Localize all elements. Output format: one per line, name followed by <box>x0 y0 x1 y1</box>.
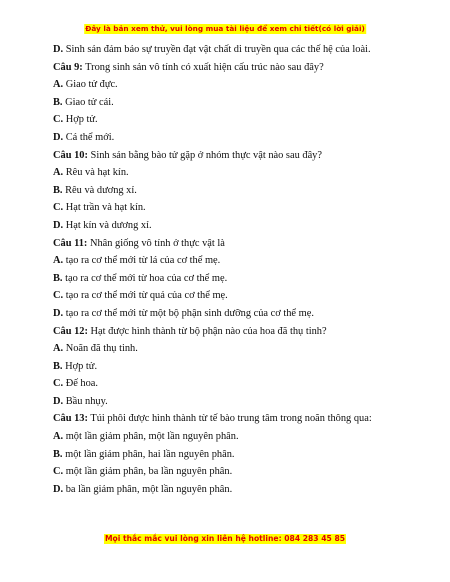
question-stem <box>53 410 413 428</box>
question-stem <box>53 59 413 77</box>
option-label: C. <box>53 202 64 214</box>
option-text: Bầu nhụy. <box>63 395 108 407</box>
option-label: D. <box>53 483 64 495</box>
option-text: Giao tử đực. <box>63 79 118 91</box>
option-text: tạo ra cơ thể mới từ lá của cơ thể mẹ. <box>63 255 221 267</box>
option-text: ba lần giảm phân, một lần nguyên phân. <box>63 483 233 495</box>
option-label: C. <box>53 290 64 302</box>
option-text: Cá thể mới. <box>63 131 115 143</box>
option-label: A. <box>53 431 64 443</box>
answer-option <box>53 358 413 376</box>
option-text: tạo ra cơ thể mới từ hoa của cơ thể mẹ. <box>62 272 228 284</box>
answer-option <box>53 164 413 182</box>
answer-option <box>53 182 413 200</box>
option-text: một lần giảm phân, ba lần nguyên phân. <box>63 466 233 478</box>
question-text: Túi phôi được hình thành từ tế bào trung tâm trong noãn thông qua: <box>87 413 372 425</box>
option-text: tạo ra cơ thể mới từ quả của cơ thể mẹ. <box>63 290 228 302</box>
option-text: Hợp tử. <box>63 114 98 126</box>
option-label: B. <box>53 360 63 372</box>
option-label: B. <box>53 184 63 196</box>
option-label: D. <box>53 307 64 319</box>
question-number: Câu 12: <box>53 325 88 337</box>
option-label: A. <box>53 167 64 179</box>
option-label: B. <box>53 96 63 108</box>
option-label: C. <box>53 466 64 478</box>
option-text: Đế hoa. <box>63 378 99 390</box>
question-stem <box>53 323 413 341</box>
answer-option <box>53 481 413 499</box>
option-label: A. <box>53 343 64 355</box>
option-text: Noãn đã thụ tinh. <box>63 343 138 355</box>
answer-option <box>53 446 413 464</box>
option-label: A. <box>53 79 64 91</box>
question-text: Hạt được hình thành từ bộ phận nào của hoa đã thụ tinh? <box>87 325 327 337</box>
answer-option <box>53 76 413 94</box>
answer-option <box>53 305 413 323</box>
option-label: B. <box>53 272 63 284</box>
option-label: C. <box>53 114 64 126</box>
answer-option <box>53 94 413 112</box>
option-text: Hạt kín và dương xỉ. <box>63 219 152 231</box>
option-label: B. <box>53 448 63 460</box>
option-text: một lần giảm phân, hai lần nguyên phân. <box>62 448 235 460</box>
answer-option <box>53 340 413 358</box>
question-number: Câu 9: <box>53 61 83 73</box>
answer-option <box>53 111 413 129</box>
option-label: A. <box>53 255 64 267</box>
question-number: Câu 10: <box>53 149 88 161</box>
answer-option <box>53 393 413 411</box>
answer-option <box>53 129 413 147</box>
preview-notice-banner: Đây là bản xem thử, vui lòng mua tài liệu để xem chi tiết(có lời giải) <box>85 24 365 33</box>
option-text: Sinh sản đảm bảo sự truyền đạt vật chất di truyền qua các thế hệ của loài. <box>63 44 371 55</box>
answer-option <box>53 270 413 288</box>
question-text: Trong sinh sản vô tính có xuất hiện cấu trúc nào sau đây? <box>82 61 324 73</box>
option-label: C. <box>53 378 64 390</box>
question-number: Câu 11: <box>53 237 88 249</box>
question-list <box>53 41 413 498</box>
option-text: một lần giảm phân, một lần nguyên phân. <box>63 431 239 443</box>
answer-option <box>53 41 413 59</box>
option-text: Hợp tử. <box>62 360 98 372</box>
option-text: Hạt trần và hạt kín. <box>63 202 146 214</box>
answer-option <box>53 199 413 217</box>
option-label: D. <box>53 44 64 55</box>
question-stem <box>53 235 413 253</box>
question-number: Câu 13: <box>53 413 88 425</box>
option-label: D. <box>53 395 64 407</box>
question-text: Nhân giống vô tính ở thực vật là <box>87 237 225 249</box>
answer-option <box>53 287 413 305</box>
option-label: D. <box>53 219 64 231</box>
option-label: D. <box>53 131 64 143</box>
question-stem <box>53 147 413 165</box>
hotline-banner: Mọi thắc mắc vui lòng xin liên hệ hotline: 084 283 45 85 <box>104 534 346 543</box>
answer-option <box>53 375 413 393</box>
answer-option <box>53 463 413 481</box>
answer-option <box>53 428 413 446</box>
answer-option <box>53 252 413 270</box>
option-text: tạo ra cơ thể mới từ một bộ phận sinh dưỡng của cơ thể mẹ. <box>63 307 314 319</box>
option-text: Rêu và dương xỉ. <box>62 184 137 196</box>
option-text: Giao tử cái. <box>62 96 114 108</box>
option-text: Rêu và hạt kín. <box>63 167 129 179</box>
question-text: Sinh sản bằng bào tử gặp ở nhóm thực vật nào sau đây? <box>87 149 322 161</box>
answer-option <box>53 217 413 235</box>
